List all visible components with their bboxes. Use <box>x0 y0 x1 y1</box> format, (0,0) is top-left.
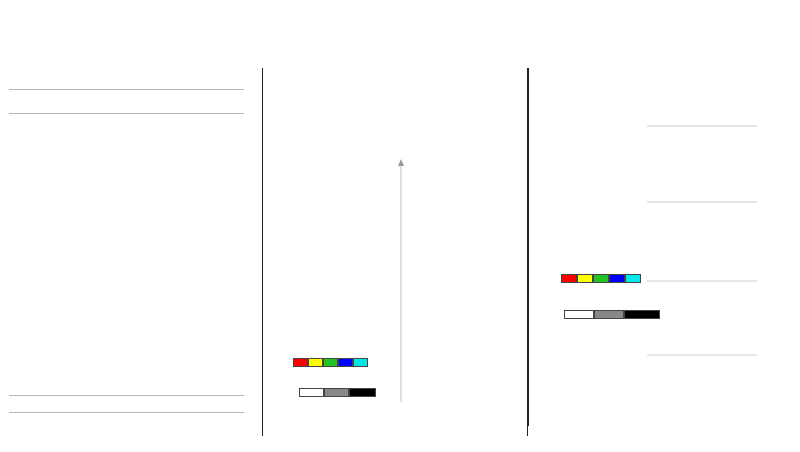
friction-chart-panel <box>262 68 528 436</box>
pct-swatch-grey <box>594 310 624 319</box>
blue-swatch <box>609 274 625 283</box>
red-swatch <box>293 358 308 367</box>
friction-strip-chart <box>389 102 529 436</box>
yellow-swatch <box>308 358 323 367</box>
yellow-swatch <box>577 274 593 283</box>
pct-swatch-white <box>299 388 324 397</box>
report-panel <box>0 76 262 452</box>
divider <box>9 412 244 413</box>
divider <box>9 395 244 396</box>
divider <box>9 113 244 114</box>
green-swatch <box>323 358 338 367</box>
blue-swatch <box>338 358 353 367</box>
cyan-swatch <box>625 274 641 283</box>
cyan-swatch <box>353 358 368 367</box>
runway-overview-chart <box>647 68 800 426</box>
runway-overview-panel <box>528 68 800 426</box>
pct-swatch-grey <box>324 388 349 397</box>
red-swatch <box>561 274 577 283</box>
divider <box>9 89 244 90</box>
pct-swatch-black <box>349 388 376 397</box>
pct-swatch-white <box>564 310 594 319</box>
green-swatch <box>593 274 609 283</box>
